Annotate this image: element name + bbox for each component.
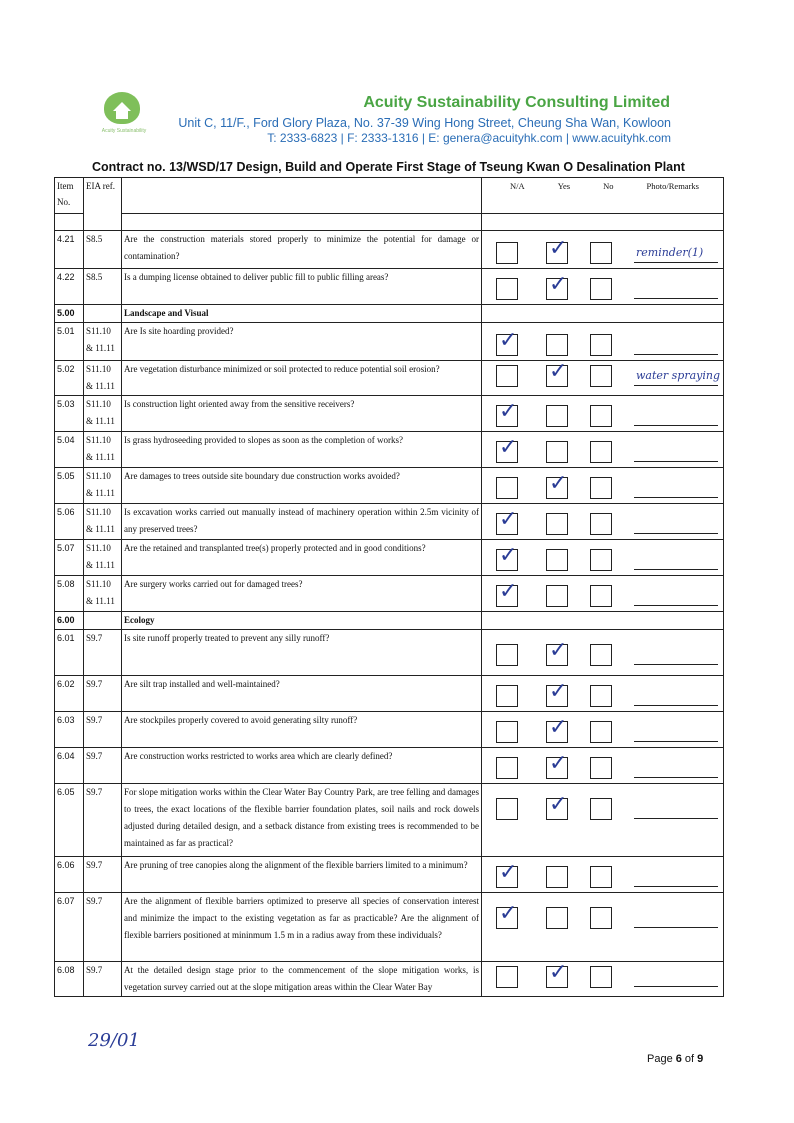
item-no: 5.07 (55, 540, 84, 576)
remarks-line[interactable] (634, 262, 718, 263)
checkbox-no[interactable] (590, 242, 612, 264)
remarks-line[interactable] (634, 986, 718, 987)
eia-ref: S11.10 & 11.11 (84, 432, 122, 468)
eia-ref: S11.10 & 11.11 (84, 361, 122, 396)
table-row (55, 857, 724, 893)
table-row (55, 432, 724, 468)
checkbox-yes[interactable] (546, 405, 568, 427)
eia-ref: S9.7 (84, 676, 122, 712)
table-row (55, 396, 724, 432)
checkbox-na[interactable] (496, 365, 518, 387)
question-text: Are Is site hoarding provided? (122, 323, 482, 361)
remarks-line[interactable] (634, 605, 718, 606)
remarks-handwriting: reminder(1) (636, 246, 704, 259)
eia-ref: S9.7 (84, 784, 122, 857)
check-icon: ✓ (549, 638, 568, 663)
remarks-line[interactable] (634, 777, 718, 778)
checkbox-no[interactable] (590, 365, 612, 387)
item-no: 6.06 (55, 857, 84, 893)
checkbox-na[interactable] (496, 901, 518, 929)
col-no-header: No (603, 181, 614, 191)
checkbox-yes[interactable] (546, 715, 568, 743)
col-item-header: Item No. (55, 178, 84, 214)
col-na-header: N/A (510, 181, 525, 191)
col-eia-header: EIA ref. (84, 178, 122, 231)
remarks-line[interactable] (634, 385, 718, 386)
table-row (55, 893, 724, 962)
question-text: Are damages to trees outside site boundary due construction works avoided? (122, 468, 482, 504)
check-icon: ✓ (499, 399, 518, 424)
table-row (55, 962, 724, 997)
question-text: Are pruning of tree canopies along the alignment of the flexible barriers limited to a minimum? (122, 857, 482, 893)
checkbox-yes[interactable] (546, 549, 568, 571)
company-name: Acuity Sustainability Consulting Limited (363, 94, 670, 111)
table-row (55, 540, 724, 576)
checkbox-na[interactable] (496, 721, 518, 743)
check-icon: ✓ (549, 471, 568, 496)
remarks-line[interactable] (634, 497, 718, 498)
checkbox-na[interactable] (496, 757, 518, 779)
checkbox-yes[interactable] (546, 907, 568, 929)
question-text: Are silt trap installed and well-maintained? (122, 676, 482, 712)
check-icon: ✓ (549, 792, 568, 817)
checkbox-na[interactable] (496, 543, 518, 571)
checkbox-no[interactable] (590, 334, 612, 356)
checkbox-na[interactable] (496, 435, 518, 463)
remarks-line[interactable] (634, 818, 718, 819)
house-icon (113, 102, 131, 111)
item-no: 6.02 (55, 676, 84, 712)
check-icon: ✓ (549, 360, 568, 384)
check-icon: ✓ (549, 236, 568, 261)
checkbox-no[interactable] (590, 585, 612, 607)
check-icon: ✓ (499, 901, 518, 926)
checkbox-no[interactable] (590, 513, 612, 535)
check-icon: ✓ (549, 751, 568, 776)
eia-ref: S9.7 (84, 893, 122, 962)
checkbox-yes[interactable] (546, 792, 568, 820)
item-no: 6.07 (55, 893, 84, 962)
company-logo (98, 92, 150, 150)
question-text: Are the retained and transplanted tree(s) properly protected and in good conditions? (122, 540, 482, 576)
question-text: Are the construction materials stored properly to minimize the potential for damage or contamination? (122, 231, 482, 269)
checkbox-no[interactable] (590, 477, 612, 499)
check-icon: ✓ (499, 579, 518, 604)
item-no: 5.00 (55, 305, 84, 323)
eia-ref: S11.10 & 11.11 (84, 576, 122, 612)
item-no: 6.05 (55, 784, 84, 857)
remarks-line[interactable] (634, 354, 718, 355)
table-row (55, 712, 724, 748)
check-icon: ✓ (499, 328, 518, 353)
checkbox-no[interactable] (590, 685, 612, 707)
eia-ref: S9.7 (84, 857, 122, 893)
item-no: 5.06 (55, 504, 84, 540)
eia-ref: S9.7 (84, 630, 122, 676)
check-icon: ✓ (549, 715, 568, 740)
table-row (55, 269, 724, 305)
question-text: At the detailed design stage prior to the commencement of the slope mitigation works, is vegetation survey carried out at the slope mitigation areas within the Clear Water Bay (122, 962, 482, 997)
question-text: Is a dumping license obtained to deliver public fill to public filling areas? (122, 269, 482, 305)
remarks-line[interactable] (634, 425, 718, 426)
eia-ref: S11.10 & 11.11 (84, 323, 122, 361)
checkbox-no[interactable] (590, 866, 612, 888)
checkbox-na[interactable] (496, 644, 518, 666)
checkbox-yes[interactable] (546, 236, 568, 264)
remarks-line[interactable] (634, 298, 718, 299)
eia-ref: S11.10 & 11.11 (84, 504, 122, 540)
eia-ref: S11.10 & 11.11 (84, 540, 122, 576)
checkbox-yes[interactable] (546, 585, 568, 607)
question-text: Is construction light oriented away from the sensitive receivers? (122, 396, 482, 432)
check-icon: ✓ (549, 272, 568, 297)
checkbox-na[interactable] (496, 579, 518, 607)
checkbox-yes[interactable] (546, 866, 568, 888)
remarks-line[interactable] (634, 569, 718, 570)
eia-ref: S8.5 (84, 269, 122, 305)
question-text: Are construction works restricted to works area which are clearly defined? (122, 748, 482, 784)
question-text: Is site runoff properly treated to prevent any silly runoff? (122, 630, 482, 676)
checkbox-no[interactable] (590, 757, 612, 779)
page-number: Page 6 of 9 (647, 1053, 704, 1065)
question-text: For slope mitigation works within the Clear Water Bay Country Park, are tree felling and damages to trees, the exact locations of the flexible barrier foundation plates, soil nails and rock dowels adjusted during detailed design, and a setback distance from existing trees is recommended to be maintained as far as practical? (122, 784, 482, 857)
item-no: 4.22 (55, 269, 84, 305)
section-row (55, 612, 724, 630)
checkbox-na[interactable] (496, 399, 518, 427)
eia-ref: S11.10 & 11.11 (84, 396, 122, 432)
checkbox-no[interactable] (590, 721, 612, 743)
checkbox-no[interactable] (590, 405, 612, 427)
checkbox-na[interactable] (496, 278, 518, 300)
checkbox-yes[interactable] (546, 441, 568, 463)
eia-ref (84, 305, 122, 323)
item-no: 4.21 (55, 231, 84, 269)
question-text: Are the alignment of flexible barriers optimized to preserve all species of conservation interest and minimize the impact to the existing vegetation as far as practicable? Are the alignment of flexible barriers positioned at mininmum 1.5 m in a radius away from these individuals? (122, 893, 482, 962)
company-contact: T: 2333-6823 | F: 2333-1316 | E: genera@acuityhk.com | www.acuityhk.com (267, 131, 671, 145)
eia-ref: S9.7 (84, 712, 122, 748)
section-row (55, 305, 724, 323)
checkbox-no[interactable] (590, 966, 612, 988)
remarks-line[interactable] (634, 886, 718, 887)
section-title: Landscape and Visual (122, 305, 482, 323)
question-text: Is grass hydroseeding provided to slopes as soon as the completion of works? (122, 432, 482, 468)
checkbox-no[interactable] (590, 798, 612, 820)
table-row (55, 748, 724, 784)
table-row (55, 231, 724, 269)
eia-ref: S9.7 (84, 748, 122, 784)
eia-ref: S8.5 (84, 231, 122, 269)
remarks-line[interactable] (634, 461, 718, 462)
section-title: Ecology (122, 612, 482, 630)
table-row (55, 676, 724, 712)
item-no: 6.01 (55, 630, 84, 676)
item-no: 5.03 (55, 396, 84, 432)
table-row (55, 361, 724, 396)
check-icon: ✓ (499, 860, 518, 885)
checkbox-yes[interactable] (546, 360, 568, 387)
checkbox-no[interactable] (590, 907, 612, 929)
checkbox-na[interactable] (496, 477, 518, 499)
remarks-line[interactable] (634, 664, 718, 665)
logo-text: Acuity Sustainability (101, 128, 147, 134)
checkbox-no[interactable] (590, 278, 612, 300)
item-no: 5.05 (55, 468, 84, 504)
checkbox-yes[interactable] (546, 961, 568, 988)
checkbox-na[interactable] (496, 966, 518, 988)
checkbox-yes[interactable] (546, 471, 568, 499)
question-text: Are stockpiles properly covered to avoid generating silty runoff? (122, 712, 482, 748)
item-no: 5.04 (55, 432, 84, 468)
checkbox-no[interactable] (590, 441, 612, 463)
checkbox-na[interactable] (496, 242, 518, 264)
checkbox-no[interactable] (590, 644, 612, 666)
check-icon: ✓ (499, 435, 518, 460)
check-icon: ✓ (549, 679, 568, 704)
item-no: 6.03 (55, 712, 84, 748)
checkbox-yes[interactable] (546, 334, 568, 356)
checkbox-na[interactable] (496, 798, 518, 820)
question-text: Is excavation works carried out manually instead of machinery operation within 2.5m vicinity of any preserved trees? (122, 504, 482, 540)
check-icon: ✓ (499, 507, 518, 532)
table-row (55, 576, 724, 612)
remarks-line[interactable] (634, 705, 718, 706)
contract-title: Contract no. 13/WSD/17 Design, Build and Operate First Stage of Tseung Kwan O Desalination Plant (92, 160, 685, 174)
check-icon: ✓ (499, 543, 518, 568)
table-row (55, 504, 724, 540)
item-no: 5.01 (55, 323, 84, 361)
item-no: 6.08 (55, 962, 84, 997)
checklist-table (54, 177, 724, 997)
remarks-line[interactable] (634, 533, 718, 534)
table-row (55, 468, 724, 504)
checkbox-yes[interactable] (546, 272, 568, 300)
remarks-handwriting: water spraying (636, 369, 721, 382)
checkbox-na[interactable] (496, 328, 518, 356)
checkbox-yes[interactable] (546, 513, 568, 535)
check-icon: ✓ (549, 961, 568, 985)
eia-ref: S9.7 (84, 962, 122, 997)
item-no: 6.04 (55, 748, 84, 784)
remarks-line[interactable] (634, 927, 718, 928)
checkbox-yes[interactable] (546, 638, 568, 666)
remarks-line[interactable] (634, 741, 718, 742)
checkbox-na[interactable] (496, 685, 518, 707)
table-header-row (55, 178, 724, 214)
checkbox-no[interactable] (590, 549, 612, 571)
item-no: 6.00 (55, 612, 84, 630)
col-remarks-header: Photo/Remarks (646, 181, 699, 191)
handwritten-note: 29/01 (88, 1030, 140, 1051)
table-row (55, 323, 724, 361)
item-no: 5.02 (55, 361, 84, 396)
item-no: 5.08 (55, 576, 84, 612)
table-row (55, 630, 724, 676)
question-text: Are vegetation disturbance minimized or soil protected to reduce potential soil erosion? (122, 361, 482, 396)
eia-ref (84, 612, 122, 630)
eia-ref: S11.10 & 11.11 (84, 468, 122, 504)
question-text: Are surgery works carried out for damaged trees? (122, 576, 482, 612)
checkbox-na[interactable] (496, 860, 518, 888)
checkbox-na[interactable] (496, 507, 518, 535)
checkbox-yes[interactable] (546, 751, 568, 779)
company-address: Unit C, 11/F., Ford Glory Plaza, No. 37-39 Wing Hong Street, Cheung Sha Wan, Kowloon (178, 116, 671, 130)
table-row (55, 784, 724, 857)
col-yes-header: Yes (557, 181, 571, 191)
checkbox-yes[interactable] (546, 679, 568, 707)
